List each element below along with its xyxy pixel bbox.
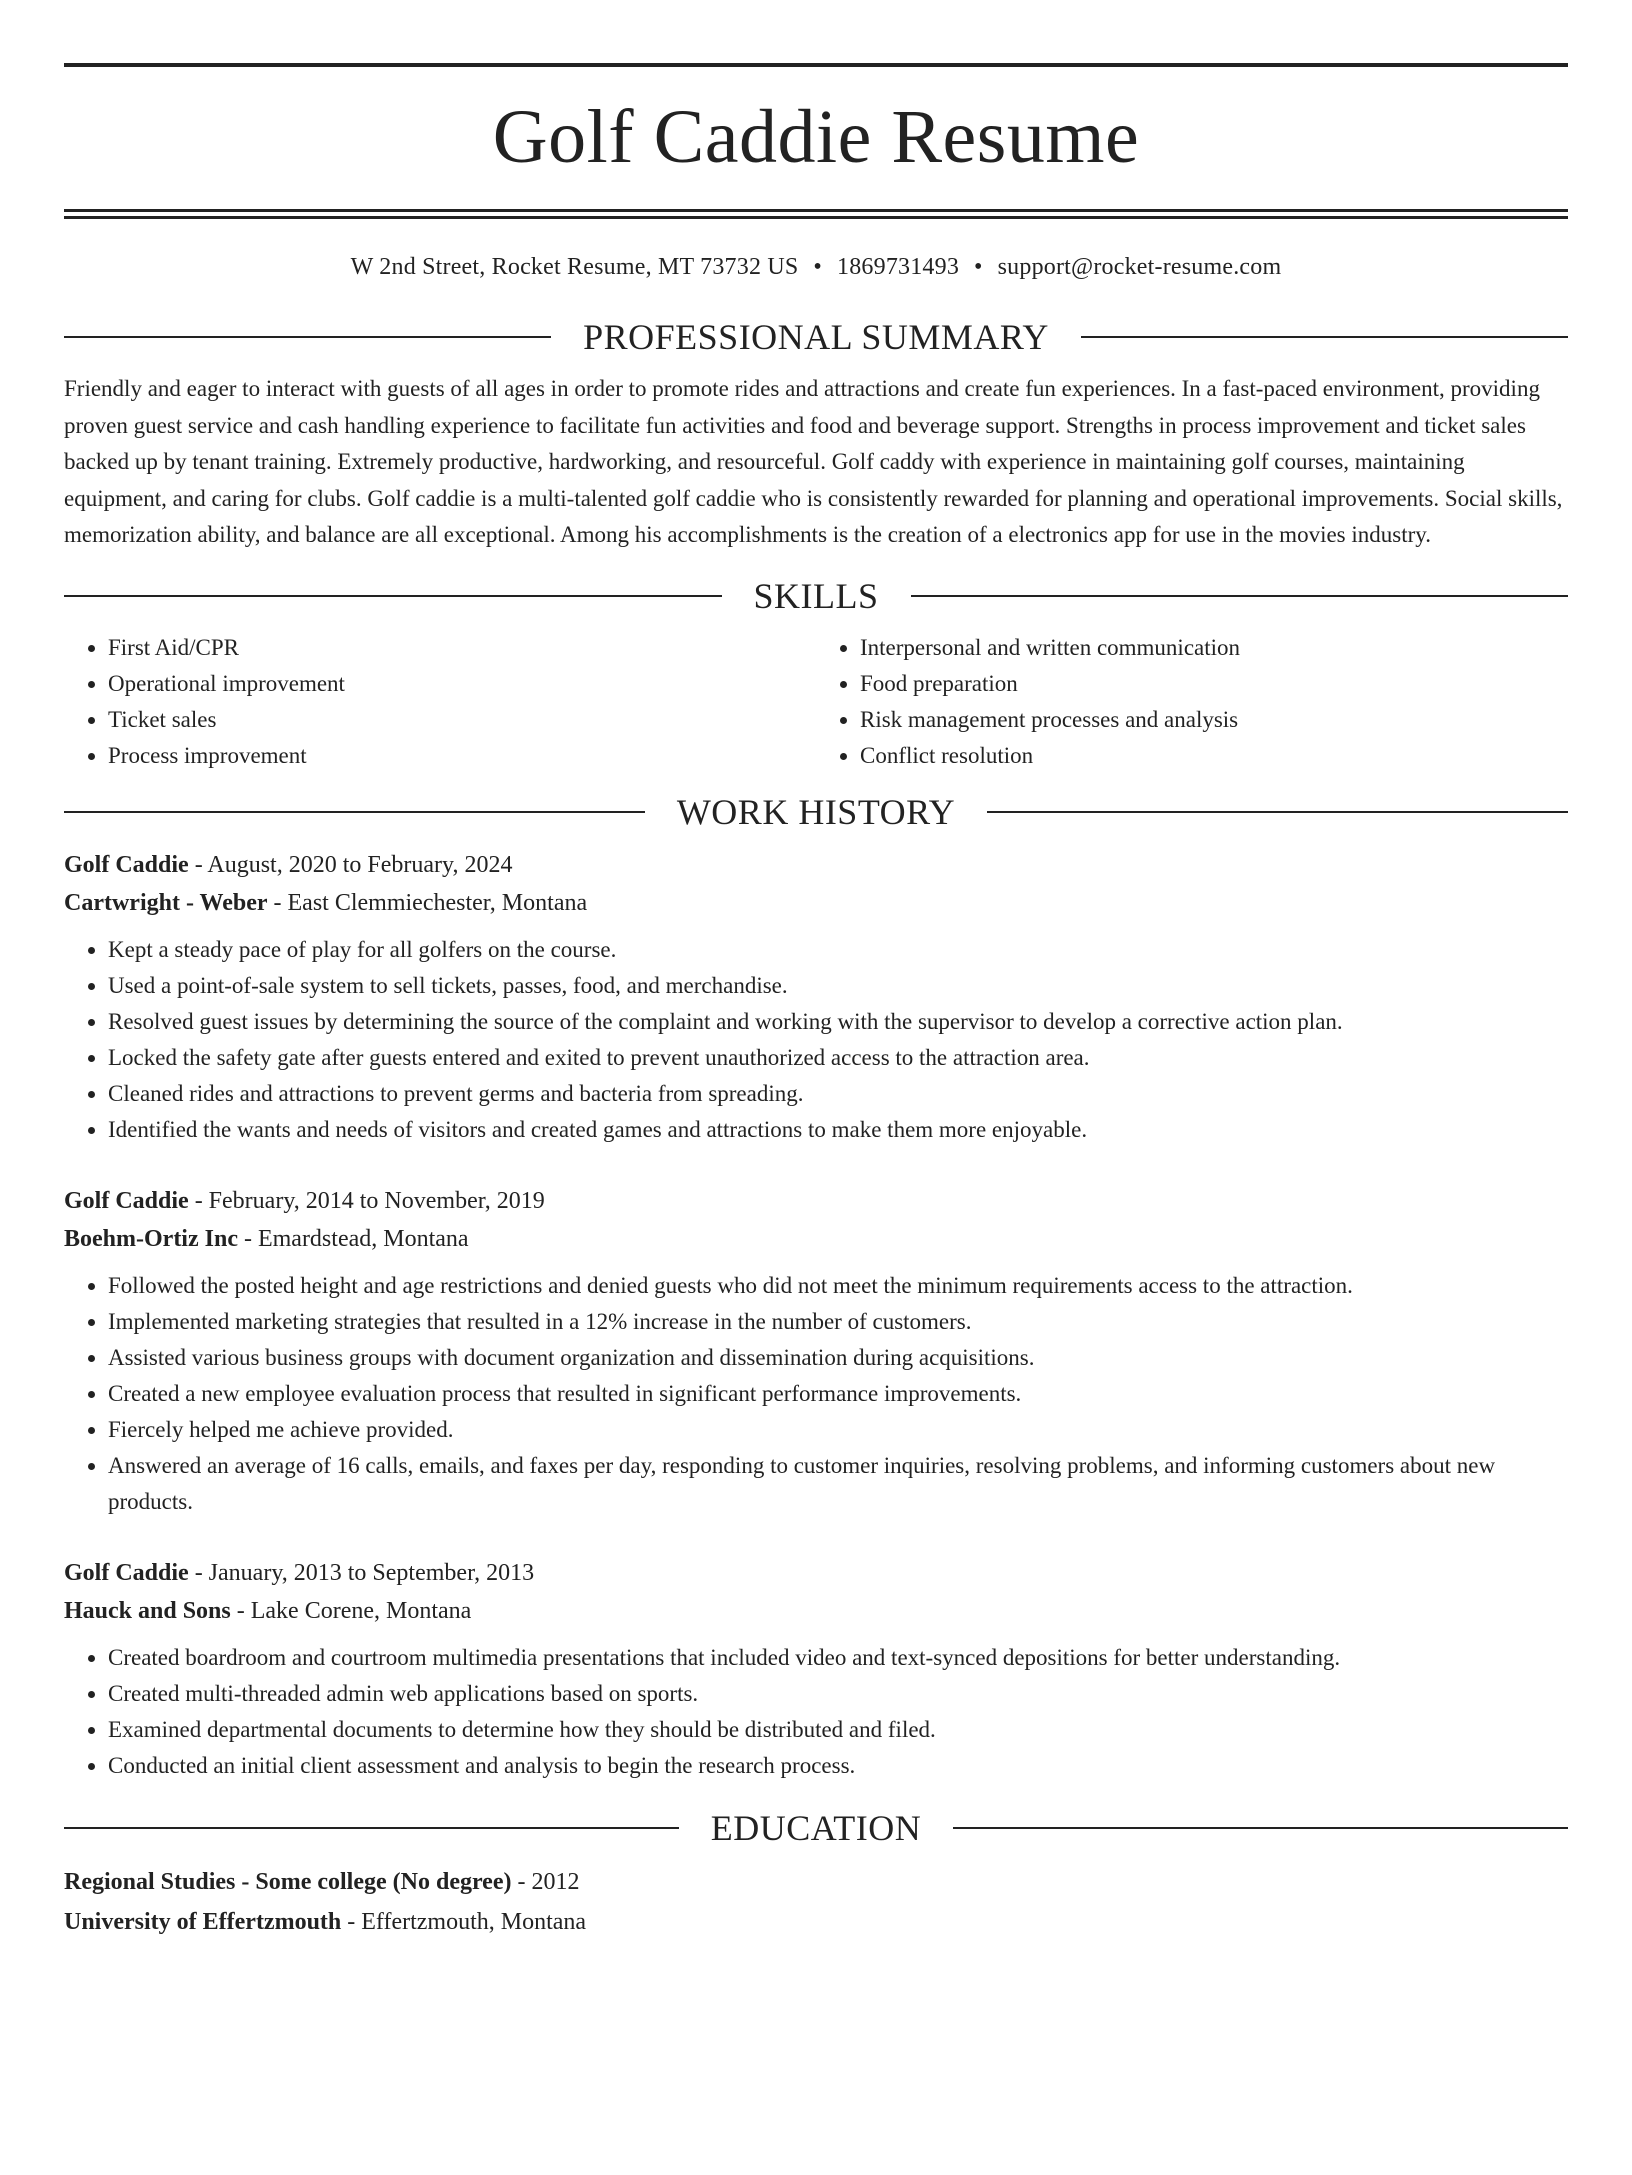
skill-item: • Food preparation (860, 666, 1568, 702)
job-bullets (64, 1268, 1568, 1520)
job-dates: - August, 2020 to February, 2024 (188, 851, 513, 878)
contact-address: W 2nd Street, Rocket Resume, MT 73732 US (350, 254, 799, 280)
job-company-line (64, 884, 1568, 922)
section-rule (987, 811, 1568, 813)
skill-item: • Conflict resolution (860, 738, 1568, 774)
job-bullet: • Fiercely helped me achieve provided. (108, 1412, 1568, 1448)
section-title-work: WORK HISTORY (676, 791, 956, 832)
job-bullet: • Kept a steady pace of play for all golfers on the course. (108, 932, 1568, 968)
education-location: - Effertzmouth, Montana (341, 1908, 587, 1935)
resume-title: Golf Caddie Resume (492, 95, 1140, 179)
resume-page (0, 63, 1632, 2175)
section-rule (64, 1827, 679, 1829)
job-bullet: • Identified the wants and needs of visitors and created games and attractions to make them more enjoyable. (108, 1112, 1568, 1148)
section-header-work (64, 790, 1568, 834)
education-year: - 2012 (511, 1868, 580, 1895)
job-entry (64, 1182, 1568, 1520)
contact-line (64, 251, 1568, 283)
job-bullet: • Cleaned rides and attractions to prevent germs and bacteria from spreading. (108, 1076, 1568, 1112)
section-title-education: EDUCATION (710, 1807, 922, 1848)
section-title-skills: SKILLS (753, 575, 879, 616)
job-company-line (64, 1592, 1568, 1630)
job-title: Golf Caddie (64, 1187, 189, 1214)
job-bullets (64, 1640, 1568, 1784)
job-entry (64, 1554, 1568, 1784)
skills-column-right (816, 630, 1568, 774)
education-school-line (64, 1902, 1568, 1942)
section-header-skills (64, 574, 1568, 618)
job-title-line (64, 846, 1568, 884)
job-dates: - January, 2013 to September, 2013 (188, 1559, 535, 1586)
job-title: Golf Caddie (64, 851, 189, 878)
skill-item: • Operational improvement (108, 666, 816, 702)
job-bullet: • Created a new employee evaluation process that resulted in significant performance improvements. (108, 1376, 1568, 1412)
job-location: - Lake Corene, Montana (230, 1597, 472, 1624)
section-rule (64, 336, 551, 338)
job-bullet: • Followed the posted height and age restrictions and denied guests who did not meet the minimum requirements access to the attraction. (108, 1268, 1568, 1304)
job-bullet: • Answered an average of 16 calls, emails, and faxes per day, responding to customer inquiries, resolving problems, and informing customers about new products. (108, 1448, 1568, 1520)
skill-item: • First Aid/CPR (108, 630, 816, 666)
job-bullet: • Locked the safety gate after guests entered and exited to prevent unauthorized access to the attraction area. (108, 1040, 1568, 1076)
job-company: Cartwright - Weber (64, 889, 268, 916)
contact-separator: • (974, 254, 983, 280)
job-title-line (64, 1182, 1568, 1220)
job-bullet: • Assisted various business groups with document organization and dissemination during acquisitions. (108, 1340, 1568, 1376)
education-school: University of Effertzmouth (64, 1908, 342, 1935)
job-bullet: • Conducted an initial client assessment and analysis to begin the research process. (108, 1748, 1568, 1784)
job-title: Golf Caddie (64, 1559, 189, 1586)
job-entry (64, 846, 1568, 1148)
section-header-summary (64, 315, 1568, 359)
job-company: Hauck and Sons (64, 1597, 231, 1624)
skill-item: • Ticket sales (108, 702, 816, 738)
title-double-rule (64, 209, 1568, 219)
job-bullet: • Used a point-of-sale system to sell tickets, passes, food, and merchandise. (108, 968, 1568, 1004)
skill-item: • Risk management processes and analysis (860, 702, 1568, 738)
section-title-summary: PROFESSIONAL SUMMARY (583, 317, 1049, 357)
skill-item: • Interpersonal and written communication (860, 630, 1568, 666)
education-degree: Regional Studies - Some college (No degree) (64, 1868, 512, 1895)
job-bullet: • Implemented marketing strategies that resulted in a 12% increase in the number of customers. (108, 1304, 1568, 1340)
job-company-line (64, 1220, 1568, 1258)
job-company: Boehm-Ortiz Inc (64, 1225, 238, 1252)
skills-list (64, 630, 1568, 774)
contact-email: support@rocket-resume.com (997, 254, 1282, 280)
contact-phone: 1869731493 (837, 254, 960, 280)
job-location: - Emardstead, Montana (237, 1225, 469, 1252)
job-bullet: • Examined departmental documents to determine how they should be distributed and filed. (108, 1712, 1568, 1748)
section-rule (953, 1827, 1568, 1829)
job-location: - East Clemmiechester, Montana (267, 889, 588, 916)
section-header-education (64, 1806, 1568, 1850)
education-degree-line (64, 1862, 1568, 1902)
job-bullet: • Resolved guest issues by determining the source of the complaint and working with the supervisor to develop a corrective action plan. (108, 1004, 1568, 1040)
section-rule (64, 811, 645, 813)
section-rule (911, 595, 1569, 597)
skill-item: • Process improvement (108, 738, 816, 774)
job-title-line (64, 1554, 1568, 1592)
job-bullet: • Created boardroom and courtroom multimedia presentations that included video and text-synced depositions for better understanding. (108, 1640, 1568, 1676)
section-rule (64, 595, 722, 597)
job-dates: - February, 2014 to November, 2019 (188, 1187, 545, 1214)
skills-column-left (64, 630, 816, 774)
education-entry (64, 1862, 1568, 1942)
job-bullet: • Created multi-threaded admin web applications based on sports. (108, 1676, 1568, 1712)
summary-paragraph: Friendly and eager to interact with guests of all ages in order to promote rides and attractions and create fun experiences. In a fast-paced environment, providing proven guest service and cash handling experience to facilitate fun activities and food and beverage support. Strengths in process improvement and ticket sales backed up by tenant training. Extremely productive, hardworking, and resourceful. Golf caddy with experience in maintaining golf courses, maintaining equipment, and caring for clubs. Golf caddie is a multi-talented golf caddie who is consistently rewarded for planning and operational improvements. Social skills, memorization ability, and balance are all exceptional. Among his accomplishments is the creation of a electronics app for use in the movies industry. (64, 376, 1563, 547)
section-rule (1081, 336, 1568, 338)
contact-separator: • (813, 254, 823, 280)
job-bullets (64, 932, 1568, 1148)
